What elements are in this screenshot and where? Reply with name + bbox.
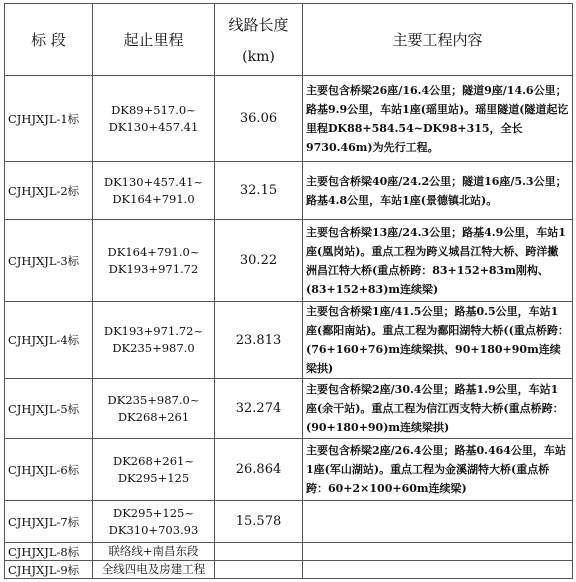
mileage-cell xyxy=(93,220,215,302)
length-cell: 30.22 xyxy=(215,220,303,302)
mileage-cell xyxy=(93,162,215,220)
mileage-cell xyxy=(93,76,215,162)
table-header-row xyxy=(5,4,573,76)
mileage-start: DK268+261~ xyxy=(113,453,194,468)
table-row xyxy=(5,220,573,302)
mileage-start: DK130+457.41~ xyxy=(103,174,204,189)
header-content: 主要工程内容 xyxy=(303,4,573,76)
mileage-start: DK164+791.0~ xyxy=(107,244,200,259)
content-cell: 主要包含桥梁13座/24.3公里；路基4.9公里，车站1座(凰岗站)。重点工程为跨义城昌江特大桥、跨洋撇洲昌江特大桥(重点桥跨：83+152+83m刚构、(83+152+83)m连续梁) xyxy=(303,220,573,302)
table-row xyxy=(5,543,573,561)
segment-cell: CJHJXJL-5标 xyxy=(5,379,93,439)
table-row xyxy=(5,302,573,379)
mileage-end: DK130+457.41 xyxy=(108,119,199,134)
content-cell: 主要包含桥梁1座/41.5公里；路基0.5公里，车站1座(鄱阳南站)。重点工程为鄱阳湖特大桥((重点桥跨：(76+160+76)m连续梁拱、90+180+90m连续梁拱) xyxy=(303,302,573,379)
table-row xyxy=(5,561,573,579)
mileage-cell xyxy=(93,302,215,379)
mileage-cell xyxy=(93,543,215,561)
content-cell xyxy=(303,501,573,543)
header-length-label: 线路长度 xyxy=(228,16,289,34)
segment-cell: CJHJXJL-3标 xyxy=(5,220,93,302)
length-cell: 15.578 xyxy=(215,501,303,543)
length-cell: 26.864 xyxy=(215,439,303,501)
segment-cell: CJHJXJL-6标 xyxy=(5,439,93,501)
header-length-unit: (km) xyxy=(242,49,275,65)
content-cell: 主要包含桥梁26座/16.4公里；隧道9座/14.6公里；路基9.9公里，车站1座(瑶里站)。瑶里隧道(隧道起讫里程DK88+584.54~DK98+315，全长9730.46m)为先行工程。 xyxy=(303,76,573,162)
mileage-cell xyxy=(93,501,215,543)
mileage-start: 联络线+南昌东段 xyxy=(108,544,199,558)
length-cell: 32.274 xyxy=(215,379,303,439)
content-cell: 主要包含桥梁40座/24.2公里；隧道16座/5.3公里；路基4.8公里，车站1座(景德镇北站)。 xyxy=(303,162,573,220)
mileage-end: DK235+987.0 xyxy=(112,341,195,355)
header-mileage: 起止里程 xyxy=(93,4,215,76)
mileage-end: DK268+261 xyxy=(117,409,190,424)
segment-cell: CJHJXJL-8标 xyxy=(5,543,93,561)
content-cell: 主要包含桥梁2座/26.4公里；路基0.464公里，车站1座(军山湖站)。重点工程为金溪湖特大桥(重点桥跨：60+2×100+60m连续梁) xyxy=(303,439,573,501)
mileage-start: DK235+987.0~ xyxy=(107,392,200,407)
segment-cell: CJHJXJL-7标 xyxy=(5,501,93,543)
content-cell xyxy=(303,561,573,579)
segment-cell: CJHJXJL-9标 xyxy=(5,561,93,579)
table-row xyxy=(5,439,573,501)
mileage-cell xyxy=(93,439,215,501)
bid-section-table xyxy=(4,3,573,579)
header-length xyxy=(215,4,303,76)
table-row xyxy=(5,501,573,543)
mileage-end: DK193+971.72 xyxy=(108,261,199,276)
length-cell: 23.813 xyxy=(215,302,303,379)
table-row xyxy=(5,162,573,220)
mileage-start: 全线四电及房建工程 xyxy=(101,562,206,576)
length-cell xyxy=(215,543,303,561)
length-cell xyxy=(215,561,303,579)
content-cell xyxy=(303,543,573,561)
header-segment: 标 段 xyxy=(5,4,93,76)
length-cell: 36.06 xyxy=(215,76,303,162)
mileage-start: DK295+125~ xyxy=(113,505,194,520)
mileage-end: DK295+125 xyxy=(117,470,190,485)
table-row xyxy=(5,379,573,439)
mileage-end: DK310+703.93 xyxy=(108,522,199,537)
segment-cell: CJHJXJL-2标 xyxy=(5,162,93,220)
mileage-end: DK164+791.0 xyxy=(112,191,195,206)
mileage-cell xyxy=(93,561,215,579)
length-cell: 32.15 xyxy=(215,162,303,220)
table-row xyxy=(5,76,573,162)
mileage-cell xyxy=(93,379,215,439)
mileage-start: DK89+517.0~ xyxy=(111,102,196,117)
segment-cell: CJHJXJL-1标 xyxy=(5,76,93,162)
content-cell: 主要包含桥梁2座/30.4公里；路基1.9公里，车站1座(余干站)。重点工程为信江西支特大桥(重点桥跨：(90+180+90)m连续梁拱) xyxy=(303,379,573,439)
segment-cell: CJHJXJL-4标 xyxy=(5,302,93,379)
mileage-start: DK193+971.72~ xyxy=(103,324,204,338)
